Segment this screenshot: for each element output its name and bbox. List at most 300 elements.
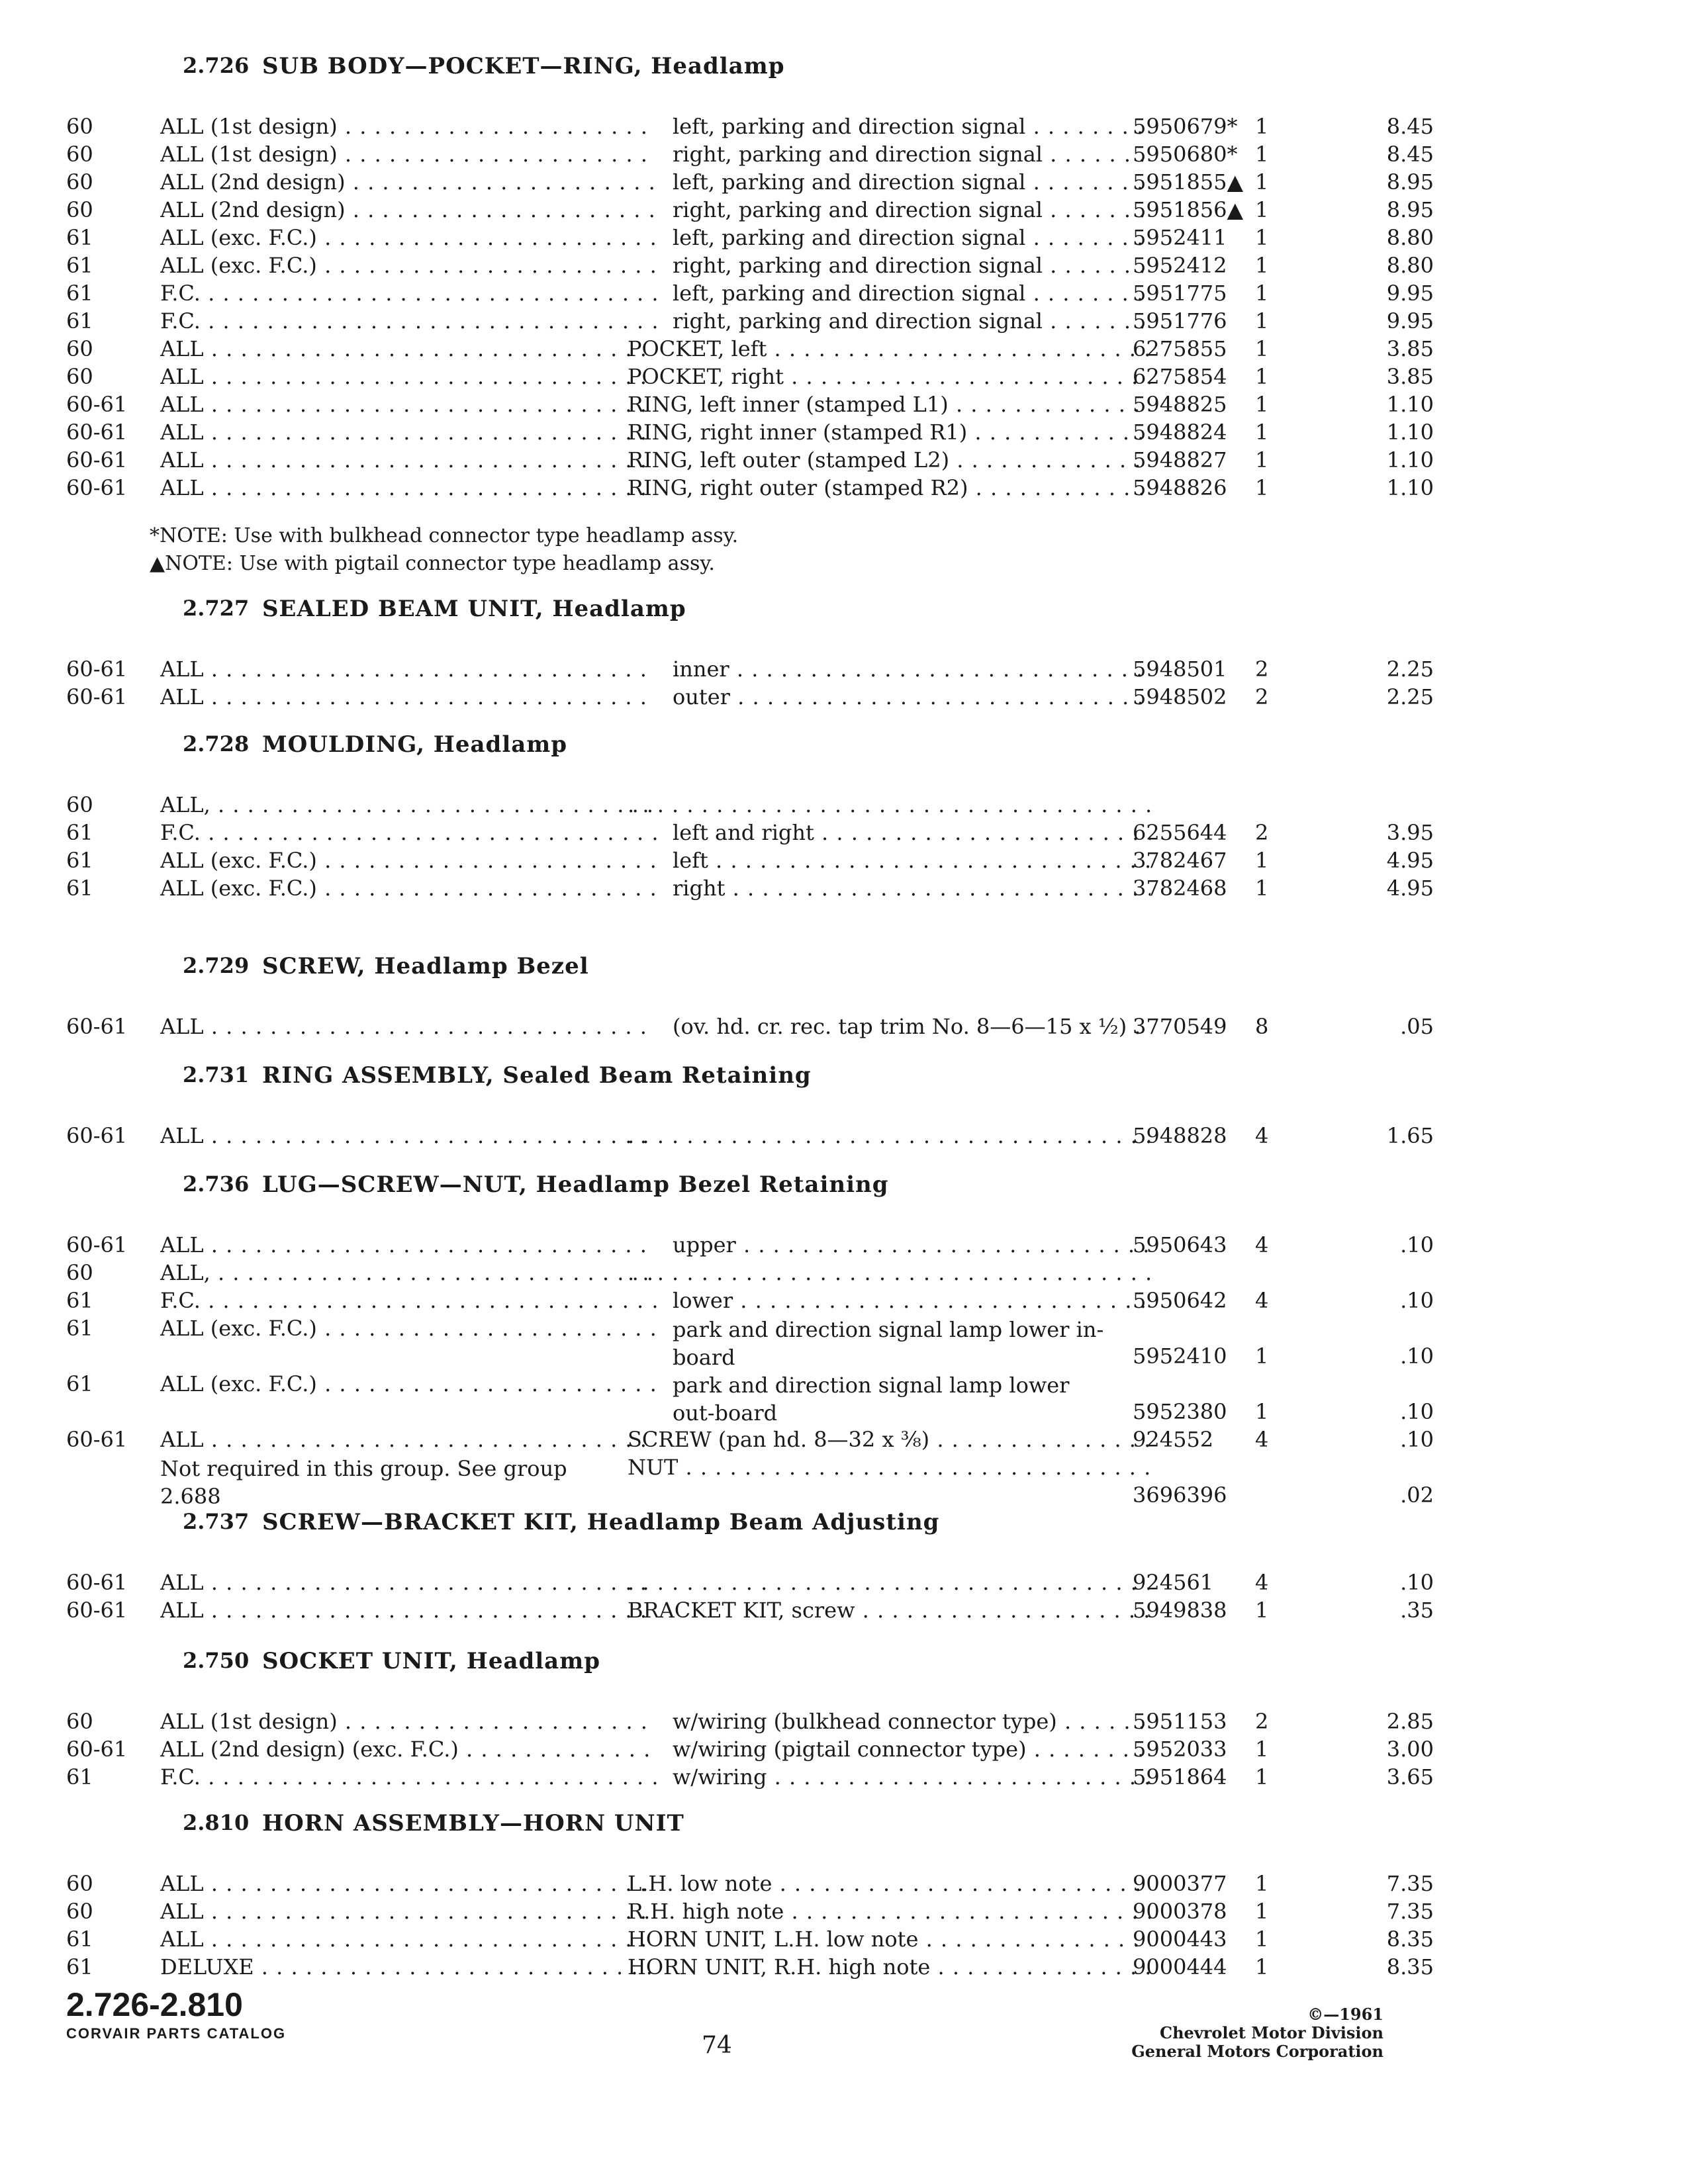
list-price: .10 xyxy=(1400,1288,1434,1313)
model-applicability: ALL (2nd design) (exc. F.C.) . . . xyxy=(160,1737,657,1762)
part-description: lower . . . xyxy=(673,1288,1150,1313)
quantity: 4 xyxy=(1255,1123,1269,1148)
section-heading xyxy=(64,1810,1381,1871)
part-number: 5952033 xyxy=(1133,1737,1227,1762)
part-description: right, parking and direction signal . . . xyxy=(673,308,1150,334)
model-year: 61 xyxy=(66,1371,93,1396)
part-number: 5950642 xyxy=(1133,1288,1227,1313)
part-number: 5948501 xyxy=(1133,657,1227,682)
part-description xyxy=(628,1260,1150,1285)
group-title: SUB BODY—POCKET—RING, Headlamp xyxy=(262,53,785,79)
part-row xyxy=(64,1570,1434,1598)
list-price: 8.45 xyxy=(1386,114,1434,139)
model-year: 61 xyxy=(66,308,93,334)
part-number: 5951856▲ xyxy=(1133,197,1244,222)
part-row xyxy=(64,792,1381,820)
group-title: SOCKET UNIT, Headlamp xyxy=(262,1648,600,1674)
model-applicability: ALL (exc. F.C.) . . . xyxy=(160,1371,657,1396)
part-row xyxy=(64,420,1434,447)
quantity: 1 xyxy=(1255,253,1269,278)
publisher-block xyxy=(1131,2005,1383,2061)
part-description: right, parking and direction signal . . . xyxy=(673,197,1150,222)
part-row xyxy=(64,475,1434,503)
quantity: 1 xyxy=(1255,1871,1269,1896)
list-price: 3.85 xyxy=(1386,336,1434,361)
part-row xyxy=(64,1371,1434,1427)
model-year: 60 xyxy=(66,197,93,222)
part-row xyxy=(64,1764,1434,1792)
part-number: 5948825 xyxy=(1133,392,1227,417)
part-number: 3782467 xyxy=(1133,848,1227,873)
model-applicability: ALL (exc. F.C.) . . . xyxy=(160,848,657,873)
part-number: 5951153 xyxy=(1133,1709,1227,1734)
model-applicability: ALL (2nd design) . . . xyxy=(160,169,657,195)
quantity: 1 xyxy=(1255,169,1269,195)
part-description: POCKET, left . . . xyxy=(628,336,1150,361)
quantity: 1 xyxy=(1255,1954,1269,1979)
part-description: left and right . . . xyxy=(673,820,1150,845)
part-number: 6255644 xyxy=(1133,820,1227,845)
part-description: RING, right outer (stamped R2) . . . xyxy=(628,475,1150,500)
section-heading xyxy=(64,53,1381,114)
group-number: 2.736 xyxy=(183,1171,250,1197)
part-row xyxy=(64,1899,1434,1927)
quantity: 1 xyxy=(1255,225,1269,250)
part-row xyxy=(64,1737,1434,1764)
model-applicability: ALL, . . . xyxy=(160,1260,657,1285)
section-heading xyxy=(64,596,1381,657)
part-number: 9000443 xyxy=(1133,1927,1227,1952)
group-title: LUG—SCREW—NUT, Headlamp Bezel Retaining xyxy=(262,1171,889,1198)
part-row xyxy=(64,1455,1434,1510)
list-price: 3.65 xyxy=(1386,1764,1434,1790)
part-number: 5951855▲ xyxy=(1133,169,1244,195)
part-row xyxy=(64,225,1434,253)
list-price: 7.35 xyxy=(1386,1871,1434,1896)
part-row xyxy=(64,1123,1434,1151)
model-year: 60 xyxy=(66,792,93,817)
list-price: 1.10 xyxy=(1386,475,1434,500)
part-number: 5950680* xyxy=(1133,142,1238,167)
model-year: 60-61 xyxy=(66,684,128,709)
model-applicability: ALL (exc. F.C.) . . . xyxy=(160,225,657,250)
part-description: left, parking and direction signal . . . xyxy=(673,114,1150,139)
group-number: 2.729 xyxy=(183,953,250,978)
part-number: 5951776 xyxy=(1133,308,1227,334)
model-applicability: ALL . . . xyxy=(160,1871,657,1896)
part-number: 9000377 xyxy=(1133,1871,1227,1896)
model-year: 61 xyxy=(66,876,93,901)
part-description: NUT . . . xyxy=(628,1455,1150,1480)
model-year: 60 xyxy=(66,114,93,139)
model-year: 61 xyxy=(66,820,93,845)
model-applicability: F.C. . . . xyxy=(160,281,657,306)
model-year: 60 xyxy=(66,169,93,195)
section-2-736 xyxy=(64,1171,1434,1510)
part-number: 9000378 xyxy=(1133,1899,1227,1924)
part-description: left . . . xyxy=(673,848,1150,873)
part-number: 5948824 xyxy=(1133,420,1227,445)
list-price: 2.85 xyxy=(1386,1709,1434,1734)
model-year: 60 xyxy=(66,1709,93,1734)
part-row xyxy=(64,876,1434,903)
quantity: 1 xyxy=(1255,1764,1269,1790)
part-number: 5948826 xyxy=(1133,475,1227,500)
part-description: RING, left outer (stamped L2) . . . xyxy=(628,447,1150,473)
part-description: L.H. low note . . . xyxy=(628,1871,1150,1896)
quantity: 1 xyxy=(1255,197,1269,222)
part-number: 5948828 xyxy=(1133,1123,1227,1148)
part-row xyxy=(64,1260,1381,1288)
model-applicability: F.C. . . . xyxy=(160,1764,657,1790)
model-year: 60-61 xyxy=(66,475,128,500)
model-year: 61 xyxy=(66,1764,93,1790)
quantity: 1 xyxy=(1255,114,1269,139)
part-description: POCKET, right . . . xyxy=(628,364,1150,389)
model-applicability: ALL (exc. F.C.) . . . xyxy=(160,1316,657,1341)
quantity: 4 xyxy=(1255,1232,1269,1257)
part-row xyxy=(64,197,1434,225)
quantity: 1 xyxy=(1255,1343,1269,1369)
part-row xyxy=(64,1232,1434,1260)
group-title: HORN ASSEMBLY—HORN UNIT xyxy=(262,1810,684,1837)
part-description xyxy=(628,1570,1150,1595)
model-applicability: F.C. . . . xyxy=(160,1288,657,1313)
part-row xyxy=(64,114,1434,142)
division-name: Chevrolet Motor Division xyxy=(1160,2023,1383,2042)
part-row xyxy=(64,684,1434,712)
quantity: 1 xyxy=(1255,142,1269,167)
footnote: ▲NOTE: Use with pigtail connector type headlamp assy. xyxy=(150,552,715,575)
list-price: .35 xyxy=(1400,1598,1434,1623)
part-number: 5952380 xyxy=(1133,1399,1227,1424)
section-heading xyxy=(64,1509,1381,1570)
part-row xyxy=(64,1709,1434,1737)
part-description: right, parking and direction signal . . . xyxy=(673,253,1150,278)
quantity: 1 xyxy=(1255,336,1269,361)
part-description: left, parking and direction signal . . . xyxy=(673,169,1150,195)
model-applicability: ALL . . . xyxy=(160,1927,657,1952)
model-applicability: ALL . . . xyxy=(160,1427,657,1452)
part-row xyxy=(64,1288,1434,1316)
part-description: upper . . . xyxy=(673,1232,1150,1257)
list-price: 7.35 xyxy=(1386,1899,1434,1924)
part-description: RING, right inner (stamped R1) . . . xyxy=(628,420,1150,445)
quantity: 1 xyxy=(1255,848,1269,873)
copyright: ©—1961 xyxy=(1307,2005,1383,2024)
part-description: BRACKET KIT, screw . . . xyxy=(628,1598,1150,1623)
list-price: 4.95 xyxy=(1386,848,1434,873)
group-title: MOULDING, Headlamp xyxy=(262,731,568,758)
part-number: 5952411 xyxy=(1133,225,1227,250)
quantity: 1 xyxy=(1255,308,1269,334)
list-price: 1.65 xyxy=(1386,1123,1434,1148)
part-description xyxy=(628,1123,1150,1148)
model-year: 61 xyxy=(66,1927,93,1952)
list-price: 8.45 xyxy=(1386,142,1434,167)
part-number: 3770549 xyxy=(1133,1014,1227,1039)
model-year: 60-61 xyxy=(66,392,128,417)
model-applicability: ALL . . . xyxy=(160,475,657,500)
page-number: 74 xyxy=(702,2032,732,2059)
part-row xyxy=(64,657,1434,684)
model-year: 60-61 xyxy=(66,1598,128,1623)
list-price: .10 xyxy=(1400,1232,1434,1257)
group-number: 2.726 xyxy=(183,53,250,78)
quantity: 1 xyxy=(1255,1899,1269,1924)
model-year: 60 xyxy=(66,1899,93,1924)
list-price: .10 xyxy=(1400,1427,1434,1452)
part-description: park and direction signal lamp lower out-board xyxy=(673,1373,1070,1426)
quantity: 2 xyxy=(1255,1709,1269,1734)
part-description: left, parking and direction signal . . . xyxy=(673,225,1150,250)
part-description: w/wiring (pigtail connector type) . . . xyxy=(673,1737,1150,1762)
model-year: 61 xyxy=(66,1954,93,1979)
part-number: 3696396 xyxy=(1133,1482,1227,1508)
part-row xyxy=(64,169,1434,197)
part-row xyxy=(64,447,1434,475)
part-number: 5950679* xyxy=(1133,114,1238,139)
section-heading xyxy=(64,731,1381,792)
list-price: 9.95 xyxy=(1386,281,1434,306)
section-2-729 xyxy=(64,953,1434,1042)
quantity: 4 xyxy=(1255,1427,1269,1452)
section-heading xyxy=(64,1171,1381,1232)
part-row xyxy=(64,1954,1434,1982)
model-year: 61 xyxy=(66,1316,93,1341)
quantity: 1 xyxy=(1255,420,1269,445)
part-row xyxy=(64,336,1434,364)
group-number: 2.750 xyxy=(183,1648,250,1673)
section-2-737 xyxy=(64,1509,1434,1625)
quantity: 2 xyxy=(1255,657,1269,682)
model-applicability: ALL . . . xyxy=(160,684,657,709)
model-applicability: ALL . . . xyxy=(160,392,657,417)
model-year: 60-61 xyxy=(66,1737,128,1762)
quantity: 1 xyxy=(1255,1598,1269,1623)
model-applicability: ALL (2nd design) . . . xyxy=(160,197,657,222)
part-row xyxy=(64,281,1434,308)
model-year: 60-61 xyxy=(66,657,128,682)
model-year: 60 xyxy=(66,1260,93,1285)
part-number: 5952410 xyxy=(1133,1343,1227,1369)
group-number: 2.737 xyxy=(183,1509,250,1534)
section-2-727 xyxy=(64,596,1434,712)
footnote: *NOTE: Use with bulkhead connector type headlamp assy. xyxy=(150,524,739,547)
section-2-750 xyxy=(64,1648,1434,1792)
quantity: 1 xyxy=(1255,1927,1269,1952)
part-row xyxy=(64,253,1434,281)
part-number: 5951864 xyxy=(1133,1764,1227,1790)
model-year: 60-61 xyxy=(66,420,128,445)
quantity: 1 xyxy=(1255,1399,1269,1424)
model-applicability: ALL . . . xyxy=(160,447,657,473)
footer-group-range: 2.726-2.810 xyxy=(66,1986,243,2023)
list-price: .10 xyxy=(1400,1399,1434,1424)
part-row xyxy=(64,820,1434,848)
model-year: 61 xyxy=(66,848,93,873)
part-number: 924561 xyxy=(1133,1570,1214,1595)
group-number: 2.727 xyxy=(183,596,250,621)
part-number: 5951775 xyxy=(1133,281,1227,306)
model-year: 61 xyxy=(66,281,93,306)
part-description: SCREW (pan hd. 8—32 x ⅜) . . . xyxy=(628,1427,1150,1452)
part-number: 5948827 xyxy=(1133,447,1227,473)
model-year: 60-61 xyxy=(66,1232,128,1257)
quantity: 2 xyxy=(1255,820,1269,845)
part-number: 924552 xyxy=(1133,1427,1214,1452)
model-applicability: Not required in this group. See group 2.688 xyxy=(160,1456,567,1509)
list-price: .05 xyxy=(1400,1014,1434,1039)
part-description: right, parking and direction signal . . . xyxy=(673,142,1150,167)
model-year: 60-61 xyxy=(66,1014,128,1039)
list-price: 2.25 xyxy=(1386,657,1434,682)
model-applicability: ALL . . . xyxy=(160,336,657,361)
model-year: 60-61 xyxy=(66,447,128,473)
quantity: 1 xyxy=(1255,1737,1269,1762)
list-price: 2.25 xyxy=(1386,684,1434,709)
model-applicability: ALL (1st design) . . . xyxy=(160,114,657,139)
part-row xyxy=(64,308,1434,336)
part-description: left, parking and direction signal . . . xyxy=(673,281,1150,306)
part-description: right . . . xyxy=(673,876,1150,901)
list-price: 8.35 xyxy=(1386,1927,1434,1952)
list-price: 8.80 xyxy=(1386,253,1434,278)
part-description: (ov. hd. cr. rec. tap trim No. 8—6—15 x ½) . . . xyxy=(673,1014,1150,1039)
model-applicability: DELUXE . . . xyxy=(160,1954,657,1979)
model-applicability: ALL (1st design) . . . xyxy=(160,142,657,167)
section-2-810 xyxy=(64,1810,1434,1982)
model-year: 60 xyxy=(66,1871,93,1896)
part-row xyxy=(64,392,1434,420)
part-description: w/wiring . . . xyxy=(673,1764,1150,1790)
part-description: outer . . . xyxy=(673,684,1150,709)
model-applicability: ALL . . . xyxy=(160,1014,657,1039)
model-applicability: ALL . . . xyxy=(160,1570,657,1595)
section-heading xyxy=(64,1062,1381,1123)
part-row xyxy=(64,1598,1434,1625)
model-year: 60-61 xyxy=(66,1427,128,1452)
section-2-731 xyxy=(64,1062,1434,1151)
model-year: 61 xyxy=(66,225,93,250)
list-price: 8.80 xyxy=(1386,225,1434,250)
part-row xyxy=(64,1871,1434,1899)
quantity: 4 xyxy=(1255,1288,1269,1313)
section-heading xyxy=(64,953,1381,1014)
quantity: 1 xyxy=(1255,392,1269,417)
model-applicability: ALL (exc. F.C.) . . . xyxy=(160,876,657,901)
model-applicability: F.C. . . . xyxy=(160,308,657,334)
part-row xyxy=(64,848,1434,876)
group-number: 2.810 xyxy=(183,1810,250,1835)
model-applicability: ALL . . . xyxy=(160,364,657,389)
part-description: RING, left inner (stamped L1) . . . xyxy=(628,392,1150,417)
part-description: R.H. high note . . . xyxy=(628,1899,1150,1924)
model-year: 60-61 xyxy=(66,1123,128,1148)
list-price: 9.95 xyxy=(1386,308,1434,334)
part-number: 5949838 xyxy=(1133,1598,1227,1623)
part-number: 5948502 xyxy=(1133,684,1227,709)
corporation-name: General Motors Corporation xyxy=(1131,2042,1383,2061)
list-price: 3.95 xyxy=(1386,820,1434,845)
part-description xyxy=(628,792,1150,817)
model-applicability: ALL . . . xyxy=(160,420,657,445)
list-price: 8.35 xyxy=(1386,1954,1434,1979)
quantity: 1 xyxy=(1255,364,1269,389)
part-number: 6275854 xyxy=(1133,364,1227,389)
section-2-728 xyxy=(64,731,1434,903)
list-price: 4.95 xyxy=(1386,876,1434,901)
list-price: .02 xyxy=(1400,1482,1434,1508)
model-year: 61 xyxy=(66,253,93,278)
model-applicability: ALL . . . xyxy=(160,657,657,682)
quantity: 1 xyxy=(1255,281,1269,306)
section-2-726 xyxy=(64,53,1434,580)
list-price: 3.85 xyxy=(1386,364,1434,389)
group-number: 2.728 xyxy=(183,731,250,756)
model-year: 60 xyxy=(66,142,93,167)
group-title: SCREW—BRACKET KIT, Headlamp Beam Adjusting xyxy=(262,1509,940,1535)
quantity: 8 xyxy=(1255,1014,1269,1039)
part-description: HORN UNIT, L.H. low note . . . xyxy=(628,1927,1150,1952)
part-description: w/wiring (bulkhead connector type) . . . xyxy=(673,1709,1150,1734)
list-price: 1.10 xyxy=(1386,420,1434,445)
quantity: 4 xyxy=(1255,1570,1269,1595)
part-row xyxy=(64,1927,1434,1954)
model-applicability: ALL, . . . xyxy=(160,792,657,817)
model-year: 60-61 xyxy=(66,1570,128,1595)
model-applicability: ALL (exc. F.C.) . . . xyxy=(160,253,657,278)
model-applicability: ALL . . . xyxy=(160,1899,657,1924)
footer-catalog-name: CORVAIR PARTS CATALOG xyxy=(66,2025,287,2042)
group-number: 2.731 xyxy=(183,1062,250,1087)
model-applicability: ALL (1st design) . . . xyxy=(160,1709,657,1734)
model-year: 61 xyxy=(66,1288,93,1313)
part-number: 3782468 xyxy=(1133,876,1227,901)
part-row xyxy=(64,142,1434,169)
model-year: 60 xyxy=(66,336,93,361)
part-number: 5952412 xyxy=(1133,253,1227,278)
quantity: 2 xyxy=(1255,684,1269,709)
model-applicability: ALL . . . xyxy=(160,1123,657,1148)
part-number: 6275855 xyxy=(1133,336,1227,361)
part-description: HORN UNIT, R.H. high note . . . xyxy=(628,1954,1150,1979)
list-price: .10 xyxy=(1400,1570,1434,1595)
model-applicability: F.C. . . . xyxy=(160,820,657,845)
part-row xyxy=(64,1014,1434,1042)
list-price: 3.00 xyxy=(1386,1737,1434,1762)
group-title: SEALED BEAM UNIT, Headlamp xyxy=(262,596,686,622)
part-row xyxy=(64,1427,1434,1455)
list-price: 1.10 xyxy=(1386,392,1434,417)
quantity: 1 xyxy=(1255,475,1269,500)
part-description: inner . . . xyxy=(673,657,1150,682)
part-row xyxy=(64,364,1434,392)
list-price: 8.95 xyxy=(1386,197,1434,222)
part-row xyxy=(64,1316,1434,1371)
part-number: 5950643 xyxy=(1133,1232,1227,1257)
part-number: 9000444 xyxy=(1133,1954,1227,1979)
list-price: 8.95 xyxy=(1386,169,1434,195)
model-year: 60 xyxy=(66,364,93,389)
list-price: .10 xyxy=(1400,1343,1434,1369)
model-applicability: ALL . . . xyxy=(160,1232,657,1257)
part-description: park and direction signal lamp lower in-board xyxy=(673,1317,1104,1370)
quantity: 1 xyxy=(1255,447,1269,473)
quantity: 1 xyxy=(1255,876,1269,901)
model-applicability: ALL . . . xyxy=(160,1598,657,1623)
list-price: 1.10 xyxy=(1386,447,1434,473)
